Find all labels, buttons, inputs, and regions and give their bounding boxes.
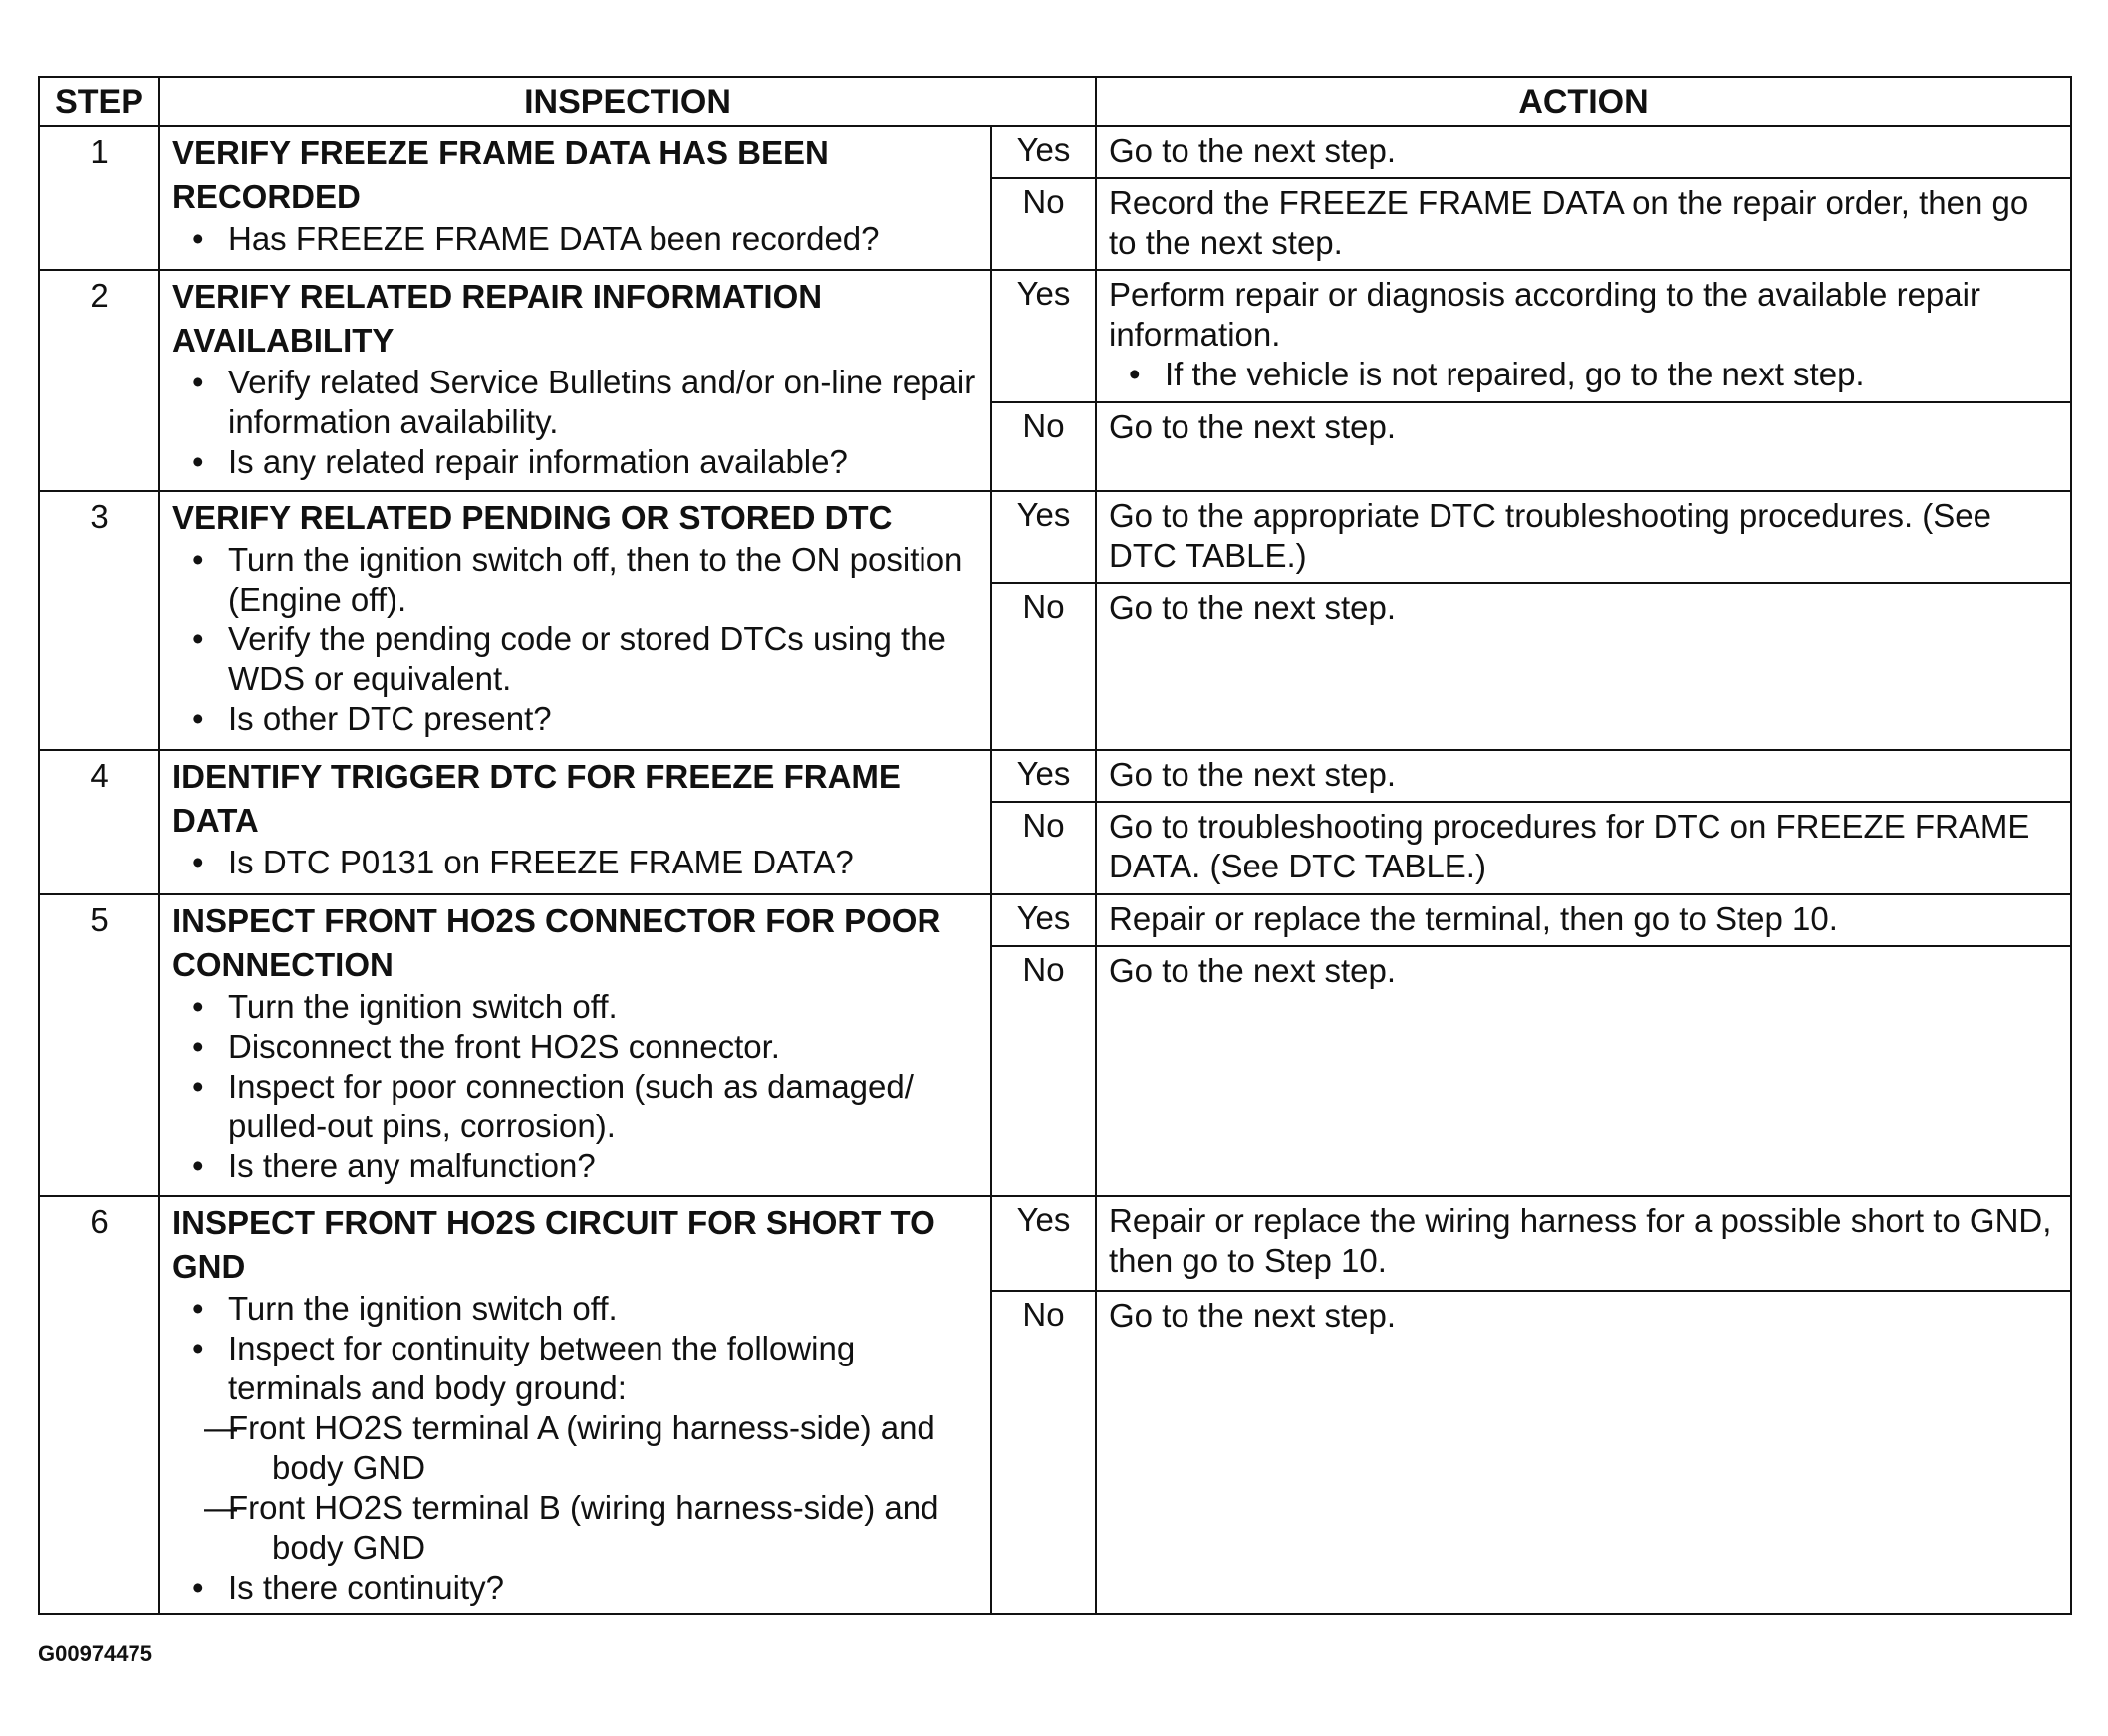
table-row [39, 270, 2071, 402]
no-action: Go to the next step. [1096, 1291, 2071, 1614]
yes-action-bullet: • If the vehicle is not repaired, go to the next step. [1109, 355, 2060, 394]
no-label: No [991, 802, 1096, 894]
yes-label: Yes [991, 126, 1096, 178]
inspection-cell [159, 750, 991, 894]
yes-label: Yes [991, 894, 1096, 946]
yes-label: Yes [991, 491, 1096, 583]
inspection-cell [159, 270, 991, 491]
inspection-bullet: • Is any related repair information available? [172, 442, 980, 482]
inspection-bullet: • Verify the pending code or stored DTCs using the WDS or equivalent. [172, 620, 980, 699]
yes-action-cell [1096, 270, 2071, 402]
inspection-bullet: • Inspect for poor connection (such as damaged/ pulled-out pins, corrosion). [172, 1067, 980, 1146]
no-label: No [991, 178, 1096, 270]
inspection-bullet: Inspect for continuity between the following terminals and body ground: [228, 1330, 856, 1406]
inspection-title: VERIFY RELATED REPAIR INFORMATION AVAILABILITY [172, 278, 823, 359]
inspection-cell [159, 894, 991, 1196]
no-action: Go to the next step. [1096, 946, 2071, 1196]
step-number: 5 [39, 894, 159, 1196]
inspection-bullet: • Turn the ignition switch off, then to the ON position (Engine off). [172, 540, 980, 620]
yes-action: Go to the next step. [1096, 126, 2071, 178]
yes-action: Repair or replace the terminal, then go to Step 10. [1096, 894, 2071, 946]
inspection-cell [159, 491, 991, 750]
inspection-bullet: • Is there any malfunction? [172, 1146, 980, 1186]
yes-action: Go to the next step. [1096, 750, 2071, 802]
yes-label: Yes [991, 1196, 1096, 1291]
step-number: 6 [39, 1196, 159, 1614]
no-action: Go to the next step. [1096, 402, 2071, 491]
step-number: 2 [39, 270, 159, 491]
inspection-title: INSPECT FRONT HO2S CIRCUIT FOR SHORT TO GND [172, 1204, 935, 1285]
yes-label: Yes [991, 270, 1096, 402]
inspection-cell [159, 126, 991, 270]
header-step: STEP [39, 77, 159, 126]
table-row [39, 894, 2071, 946]
table-row [39, 750, 2071, 802]
no-label: No [991, 1291, 1096, 1614]
no-action: Go to the next step. [1096, 583, 2071, 750]
no-action: Go to troubleshooting procedures for DTC on FREEZE FRAME DATA. (See DTC TABLE.) [1096, 802, 2071, 894]
inspection-bullet: • Verify related Service Bulletins and/or on-line repair information availability. [172, 363, 980, 442]
figure-id: G00974475 [38, 1641, 152, 1666]
inspection-bullet: • Is other DTC present? [172, 699, 980, 739]
inspection-bullet: • Turn the ignition switch off. [172, 987, 980, 1027]
inspection-bullet: • Has FREEZE FRAME DATA been recorded? [172, 219, 980, 259]
inspection-subitem: — Front HO2S terminal B (wiring harness-side) and body GND [228, 1488, 980, 1568]
inspection-title: VERIFY RELATED PENDING OR STORED DTC [172, 499, 893, 536]
no-label: No [991, 583, 1096, 750]
header-action: ACTION [1096, 77, 2071, 126]
inspection-bullet: • Disconnect the front HO2S connector. [172, 1027, 980, 1067]
step-number: 4 [39, 750, 159, 894]
troubleshooting-table [38, 76, 2072, 1615]
table-row [39, 491, 2071, 583]
procedure-page [38, 76, 2070, 1615]
yes-action: Go to the appropriate DTC troubleshooting procedures. (See DTC TABLE.) [1096, 491, 2071, 583]
header-inspection: INSPECTION [159, 77, 1096, 126]
inspection-title: IDENTIFY TRIGGER DTC FOR FREEZE FRAME DATA [172, 758, 901, 839]
inspection-title: VERIFY FREEZE FRAME DATA HAS BEEN RECORDED [172, 134, 829, 215]
yes-action: Repair or replace the wiring harness for a possible short to GND, then go to Step 10. [1096, 1196, 2071, 1291]
inspection-bullet: • Is DTC P0131 on FREEZE FRAME DATA? [172, 843, 980, 882]
yes-action: Perform repair or diagnosis according to the available repair information. [1109, 276, 1980, 353]
inspection-title: INSPECT FRONT HO2S CONNECTOR FOR POOR CONNECTION [172, 902, 941, 983]
no-label: No [991, 946, 1096, 1196]
inspection-bullet-with-sublist [172, 1329, 980, 1568]
inspection-subitem: — Front HO2S terminal A (wiring harness-side) and body GND [228, 1408, 980, 1488]
step-number: 3 [39, 491, 159, 750]
inspection-bullet: • Turn the ignition switch off. [172, 1289, 980, 1329]
inspection-bullet: • Is there continuity? [172, 1568, 980, 1608]
table-row [39, 1196, 2071, 1291]
inspection-cell [159, 1196, 991, 1614]
yes-label: Yes [991, 750, 1096, 802]
no-label: No [991, 402, 1096, 491]
table-header-row [39, 77, 2071, 126]
step-number: 1 [39, 126, 159, 270]
no-action: Record the FREEZE FRAME DATA on the repair order, then go to the next step. [1096, 178, 2071, 270]
table-row [39, 126, 2071, 178]
